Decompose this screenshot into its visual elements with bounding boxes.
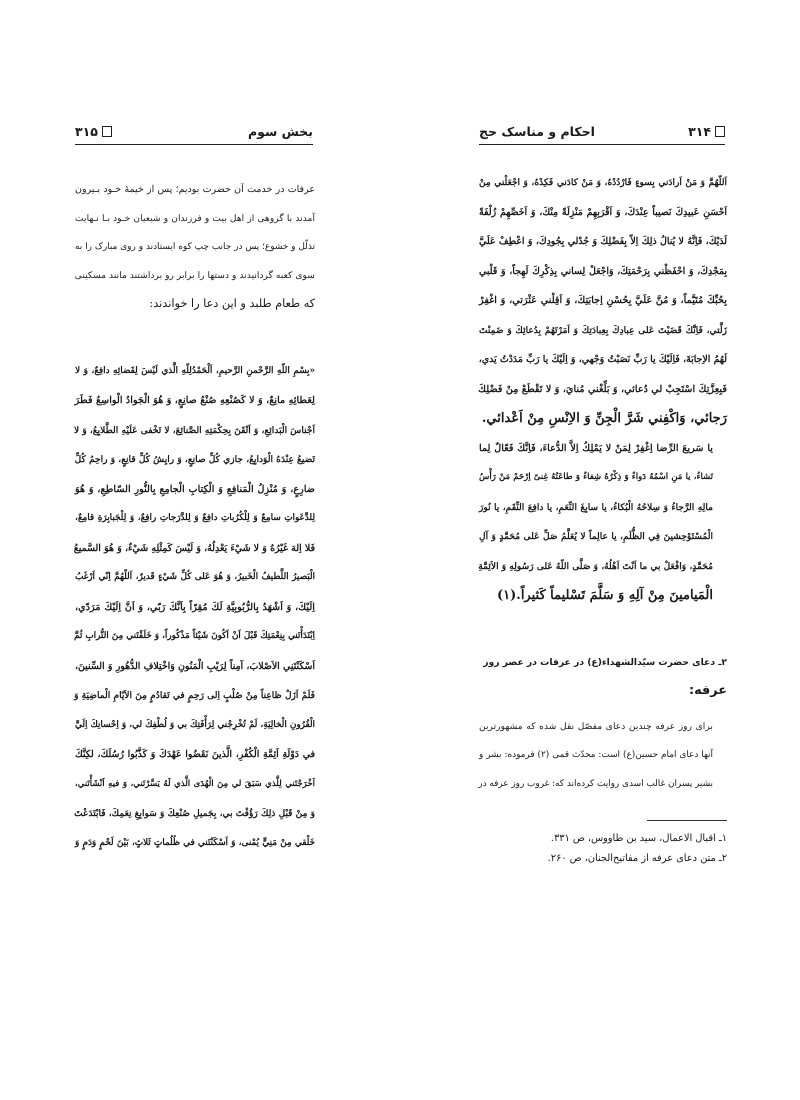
right-page-header xyxy=(479,118,725,145)
text-line: الْقُرُونِ الْخالِيَةِ، لَمْ تُخْرِجْني لِرَأْفَتِكَ بي وَ لُطْفِكَ لي، وَ اِحْسانِكَ اِلَيَّ xyxy=(74,719,315,730)
text-line: بِحُبِّكَ مُتَيَّماً، وَ مُنَّ عَلَيَّ بِحُسْنِ اِجابَتِكَ، وَ اَقِلْني عَثْرَتي، وَ اغْفِرْ xyxy=(479,295,727,306)
text-line: سوی کعبه گردانیدند و دستها را برابر رو برداشتند مانند مسکینی xyxy=(74,269,315,281)
footnote-divider xyxy=(647,820,727,821)
left-page-body xyxy=(75,176,315,858)
right-page-number-block xyxy=(688,124,725,139)
text-line: الْمَيامينَ مِنْ آلِهِ وَ سَلَّمَ تَسْليماً كَثيراً.(۱) xyxy=(497,588,713,603)
left-running-title: بخش سوم xyxy=(247,123,313,139)
arabic-prayer-paragraph xyxy=(75,357,315,859)
text-line: تذلّل و خشوع؛ پس در جانب چپ کوه ایستادند و روی مبارک را به xyxy=(75,242,315,252)
arabic-prayer-paragraph-2 xyxy=(479,434,727,611)
text-line: اَحْسَنِ عَبيدِكَ نَصيباً عِنْدَكَ، وَ اَقْرَبِهِمْ مَنْزِلَةً مِنْكَ، وَ اَخَصِّهِمْ زُلْفَةً xyxy=(479,206,727,218)
text-line: الْمُسْتَوْحِشينَ فِي الظُّلَمِ، يا عالِماً لا يُعَلَّمُ صَلِّ عَلى مُحَمَّدٍ وَ آلِ xyxy=(479,531,713,542)
footnotes xyxy=(479,829,727,869)
footnote: ۱ـ اقبال الاعمال، سید بن طاووس، ص ۳۳۱. xyxy=(550,833,727,844)
text-line: زَلَّتي، فَاِنَّكَ قَضَيْتَ عَلى عِبادِكَ بِعِبادَتِكَ وَ اَمَرْتَهُمْ بِدُعائِكَ وَ ضَمِنْتَ xyxy=(479,324,727,336)
text-line: بشیر پسران غالب اسدی روایت کرده‌اند که: غروب روز عرفه در xyxy=(478,778,713,789)
arabic-prayer-paragraph xyxy=(479,168,727,434)
footnote: ۲ـ متن دعای عرفه از مفاتیح‌الجنان، ص ۲۶۰. xyxy=(547,853,727,864)
persian-paragraph xyxy=(479,713,727,799)
left-page-header xyxy=(75,118,313,145)
text-line: فَبِعِزَّتِكَ اسْتَجِبْ لي دُعائي، وَ بَلِّغْني مُنايَ، وَ لا تَقْطَعْ مِنْ فَضْلِكَ xyxy=(478,383,727,395)
text-line: تَشاءُ، يا مَنِ اسْمُهُ دَواءٌ وَ ذِكْرُهُ شِفاءٌ وَ طاعَتُهُ غِنىً اِرْحَمْ مَنْ رَأْسُ xyxy=(479,472,713,482)
right-page-body xyxy=(479,168,727,869)
left-page-number-block xyxy=(75,124,112,139)
text-line: ضارِعٍ، وَ مُنْزِلُ الْمَنافِعِ وَ الْكِتابِ الْجامِعِ بِالنُّورِ السّاطِعِ، وَ هُوَ xyxy=(75,483,315,495)
text-line: اِبْتَدَأْتَني بِنِعْمَتِكَ قَبْلَ اَنْ اَكُونَ شَيْئاً مَذْكُوراً، وَ خَلَقْتَني مِنَ التُّرابِ ثُمَّ xyxy=(73,631,315,641)
text-line: اَللّهُمَّ وَ مَنْ اَرادَني بِسوءٍ فَارْدُدْهُ، وَ مَنْ كادَني فَكِدْهُ، وَ اجْعَلْني مِنْ xyxy=(479,177,727,188)
text-line: في دَوْلَةِ اَئِمَّةِ الْكُفْرِ، الَّذينَ نَقَضُوا عَهْدَكَ وَ كَذَّبُوا رُسُلَكَ، لكِنَّكَ xyxy=(75,749,315,760)
text-line: مُحَمَّدٍ، وَافْعَلْ بي ما اَنْتَ اَهْلُهُ، وَ صَلَّى اللّهُ عَلى رَسُولِهِ وَ الاَئِمَّةِ xyxy=(478,560,713,572)
text-line: لِعَطائِهِ مانِعٌ، وَ لا كَصُنْعِهِ صُنْعُ صانِعٍ، وَ هُوَ الْجَوادُ الْواسِعُ فَطَرَ xyxy=(74,395,315,406)
right-page xyxy=(405,0,800,1100)
text-line: اَجْناسَ الْبَدائِعِ، وَ اَتْقَنَ بِحِكْمَتِهِ الصَّنائِعَ، لا تَخْفى عَلَيْهِ الطَّلايِعُ، وَ لا xyxy=(74,424,315,436)
section-heading xyxy=(479,649,727,705)
text-line: فَلا اِلهَ غَيْرُهُ وَ لا شَيْءَ يَعْدِلُهُ، وَ لَيْسَ كَمِثْلِهِ شَيْءٌ، وَ هُوَ السَّميعُ xyxy=(73,542,315,554)
text-line: اَخْرَجْتَني لِلَّذي سَبَقَ لي مِنَ الْهُدَى الَّذي لَهُ يَسَّرْتَني، وَ فيهِ اَنْشَأْتَني، xyxy=(75,778,315,789)
text-line: مالِهِ الرَّجاءُ وَ سِلاحُهُ الْبُكاءُ، يا سابِغَ النِّعَمِ، يا دافِعَ النِّقَمِ، يا نُورَ xyxy=(479,501,713,513)
text-line: برای روز عرفه چندین دعای مفصّل نقل شده که مشهورترین xyxy=(479,720,713,732)
text-line: رَجائي، وَاكْفِني شَرَّ الْجِنِّ وَ الاِنْسِ مِنْ اَعْدائي. xyxy=(481,411,727,426)
text-line: لَهُمُ الاِجابَةَ، فَاِلَيْكَ يا رَبِّ نَصَبْتُ وَجْهي، وَ اِلَيْكَ يا رَبِّ مَدَدْتُ يَدي، xyxy=(478,354,727,365)
page-marker-square-icon xyxy=(102,126,112,137)
right-running-title: احکام و مناسک حج xyxy=(479,123,595,139)
text-line: وَ مِنْ قَبْلِ ذلِكَ رَؤُفْتَ بي، بِجَميلِ صُنْعِكَ وَ سَوابِغِ نِعَمِكَ، فَابْتَدَعْتَ xyxy=(74,808,315,819)
page-marker-square-icon xyxy=(715,126,725,137)
text-line: بِمَجْدِكَ، وَ احْفَظْني بِرَحْمَتِكَ، وَاجْعَلْ لِساني بِذِكْرِكَ لَهِجاً، وَ قَلْبي xyxy=(479,265,727,277)
text-line: اِلَيْكَ، وَ اَشْهَدُ بِالرُّبُوبِيَّةِ لَكَ مُقِرّاً بِاَنَّكَ رَبّي، وَ اَنَّ اِلَيْكَ مَرَدّي، xyxy=(75,601,315,613)
persian-paragraph xyxy=(75,176,315,319)
text-line: يا سَريعَ الرِّضا اِغْفِرْ لِمَنْ لا يَمْلِكُ اِلاَّ الدُّعاءَ، فَاِنَّكَ فَعّالٌ لِما xyxy=(479,442,713,454)
text-line: لَدَيْكَ، فَاِنَّهُ لا يُنالُ ذلِكَ اِلاّ بِفَضْلِكَ وَ جُدْلي بِجُودِكَ، وَ اعْطِفْ عَلَيَّ xyxy=(479,236,727,247)
text-line: آنها دعای امام حسین(ع) است: محدّث قمی (۲) فرموده: بشر و xyxy=(479,750,713,760)
heading-line: عرفه: xyxy=(689,682,727,698)
heading-line: ۲ـ دعای حضرت سیّدالشهداء(ع) در عرفات در عصر روز xyxy=(483,656,727,668)
text-line: آمدند با گروهی از اهل بیت و فرزندان و شیعیان خـود بـا نـهایت xyxy=(75,212,315,224)
text-line: لِلدَّعَواتِ سامِعٌ وَ لِلْكُرُباتِ دافِعٌ وَ لِلدَّرَجاتِ رافِعٌ، وَ لِلْجَبابِرَةِ قامِعٌ، xyxy=(75,513,315,523)
text-line: «بِسْمِ اللّهِ الرَّحْمنِ الرَّحيمِ، اَلْحَمْدُلِلّهِ الَّذي لَيْسَ لِقَضائِهِ دافِعٌ، وَ لا xyxy=(75,365,315,376)
text-line: خَلْقي مِنْ مَنِيٍّ يُمْنى، وَ اَسْكَنْتَني في ظُلُماتٍ ثَلاثٍ، بَيْنَ لَحْمٍ وَدَمٍ وَ xyxy=(75,837,315,848)
text-line: اَسْكَنْتَنِي الاَصْلابَ، آمِناً لِرَيْبِ الْمَنُونِ وَاخْتِلافِ الدُّهُورِ وَ السِّنينَ، xyxy=(75,660,315,672)
text-line: فَلَمْ اَزَلْ ظاعِناً مِنْ صُلْبٍ اِلى رَحِمٍ في تَقادُمٍ مِنَ الاَيّامِ الْماضِيَةِ وَ xyxy=(74,690,315,701)
text-line: عرفات در خدمت آن حضرت بودیم؛ پس از خیمهٔ خـود بـیرون xyxy=(75,184,315,195)
text-line: الْبَصيرُ اللَّطيفُ الْخَبيرُ، وَ هُوَ عَلى كُلِّ شَيْءٍ قَديرٌ، اَللّهُمَّ اِنّي اَرْغَبُ xyxy=(75,572,315,582)
right-page-number: ۳۱۴ xyxy=(688,123,711,139)
text-line: تَضيعُ عِنْدَهُ الْوَدايِعُ، جازي كُلِّ صانِعٍ، وَ رايِشُ كُلِّ قانِعٍ، وَ راحِمُ كُلِّ xyxy=(74,454,315,465)
text-line: که طعام طلبد و این دعا را خواندند: xyxy=(149,297,315,310)
left-page-number: ۳۱۵ xyxy=(75,123,98,139)
left-page xyxy=(0,0,395,1100)
